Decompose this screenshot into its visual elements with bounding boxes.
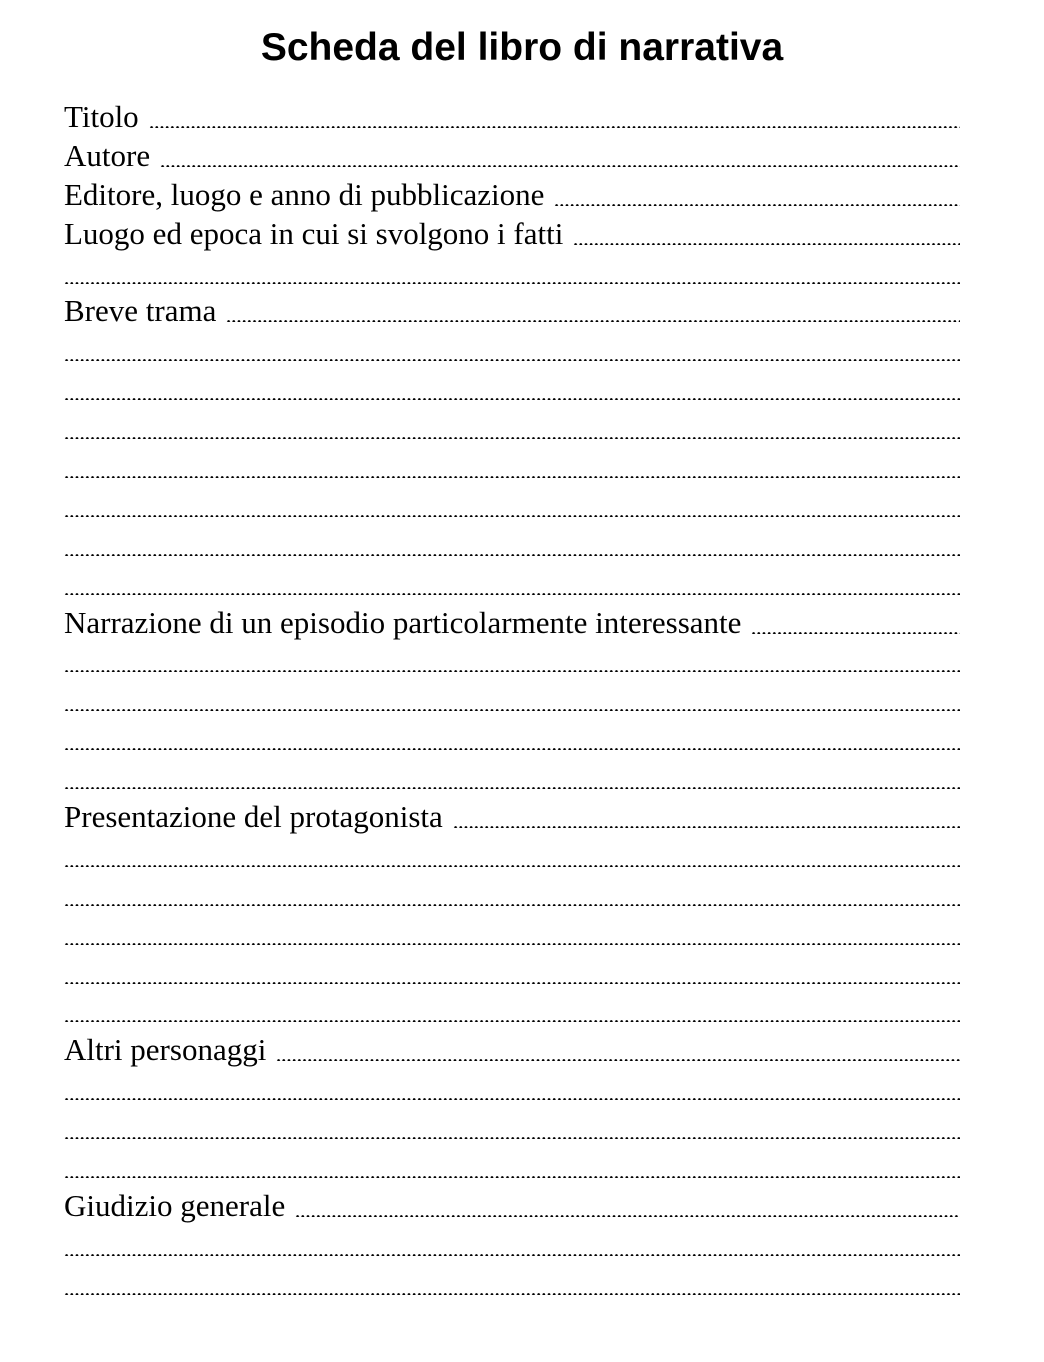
fill-line[interactable] xyxy=(160,137,960,167)
field-label: Narrazione di un episodio particolarmente interessante xyxy=(64,604,742,640)
blank-line xyxy=(64,487,960,526)
field-label: Autore xyxy=(64,137,151,173)
fill-line[interactable] xyxy=(64,1109,960,1139)
fill-line[interactable] xyxy=(64,487,960,517)
blank-line xyxy=(64,1148,960,1187)
fill-line[interactable] xyxy=(64,331,960,361)
fill-line[interactable] xyxy=(64,720,960,750)
field-label: Titolo xyxy=(64,99,139,134)
fill-line[interactable] xyxy=(64,448,960,478)
blank-line xyxy=(64,254,960,293)
fill-line[interactable] xyxy=(64,1070,960,1100)
field-protagonista xyxy=(64,798,960,837)
fill-line[interactable] xyxy=(64,992,960,1022)
field-label: Altri personaggi xyxy=(64,1032,267,1068)
blank-line xyxy=(64,681,960,720)
field-label: Editore, luogo e anno di pubblicazione xyxy=(64,176,545,212)
fill-line[interactable] xyxy=(64,526,960,556)
blank-line xyxy=(64,409,960,448)
field-label: Giudizio generale xyxy=(64,1187,286,1223)
fill-line[interactable] xyxy=(751,604,960,634)
blank-line xyxy=(64,1265,960,1304)
blank-line xyxy=(64,837,960,876)
field-giudizio xyxy=(64,1187,960,1226)
blank-line xyxy=(64,1109,960,1148)
fill-line[interactable] xyxy=(64,681,960,711)
field-editore xyxy=(64,176,960,215)
field-label: Luogo ed epoca in cui si svolgono i fatti xyxy=(64,215,564,251)
field-altri-personaggi xyxy=(64,1031,960,1070)
fill-line[interactable] xyxy=(64,876,960,906)
blank-line xyxy=(64,642,960,681)
blank-line xyxy=(64,370,960,409)
field-label: Breve trama xyxy=(64,293,217,329)
fill-line[interactable] xyxy=(64,370,960,400)
field-autore xyxy=(64,137,960,176)
fill-line[interactable] xyxy=(64,565,960,595)
fill-line[interactable] xyxy=(453,798,960,828)
fill-line[interactable] xyxy=(64,642,960,672)
blank-line xyxy=(64,759,960,798)
fill-line[interactable] xyxy=(64,254,960,284)
field-luogo-epoca xyxy=(64,215,960,254)
fill-line[interactable] xyxy=(64,1265,960,1295)
blank-line xyxy=(64,954,960,993)
fill-line[interactable] xyxy=(64,915,960,945)
fill-line[interactable] xyxy=(64,837,960,867)
page-title: Scheda del libro di narrativa xyxy=(260,26,784,69)
field-label: Presentazione del protagonista xyxy=(64,799,443,835)
blank-line xyxy=(64,1226,960,1265)
fill-line[interactable] xyxy=(64,1148,960,1178)
fill-line[interactable] xyxy=(64,954,960,984)
blank-line xyxy=(64,992,960,1031)
fill-line[interactable] xyxy=(226,292,960,322)
fill-line[interactable] xyxy=(64,759,960,789)
fill-line[interactable] xyxy=(149,98,960,128)
fill-line[interactable] xyxy=(64,1226,960,1256)
blank-line xyxy=(64,448,960,487)
blank-line xyxy=(64,1070,960,1109)
fill-line[interactable] xyxy=(554,176,960,206)
blank-line xyxy=(64,526,960,565)
fill-line[interactable] xyxy=(573,215,960,245)
fill-line[interactable] xyxy=(295,1187,960,1217)
blank-line xyxy=(64,720,960,759)
blank-line xyxy=(64,565,960,604)
fill-line[interactable] xyxy=(64,409,960,439)
book-report-form xyxy=(64,98,960,1304)
field-episodio xyxy=(64,604,960,643)
field-breve-trama xyxy=(64,292,960,331)
blank-line xyxy=(64,876,960,915)
blank-line xyxy=(64,331,960,370)
field-titolo xyxy=(64,98,960,137)
fill-line[interactable] xyxy=(276,1031,960,1061)
blank-line xyxy=(64,915,960,954)
